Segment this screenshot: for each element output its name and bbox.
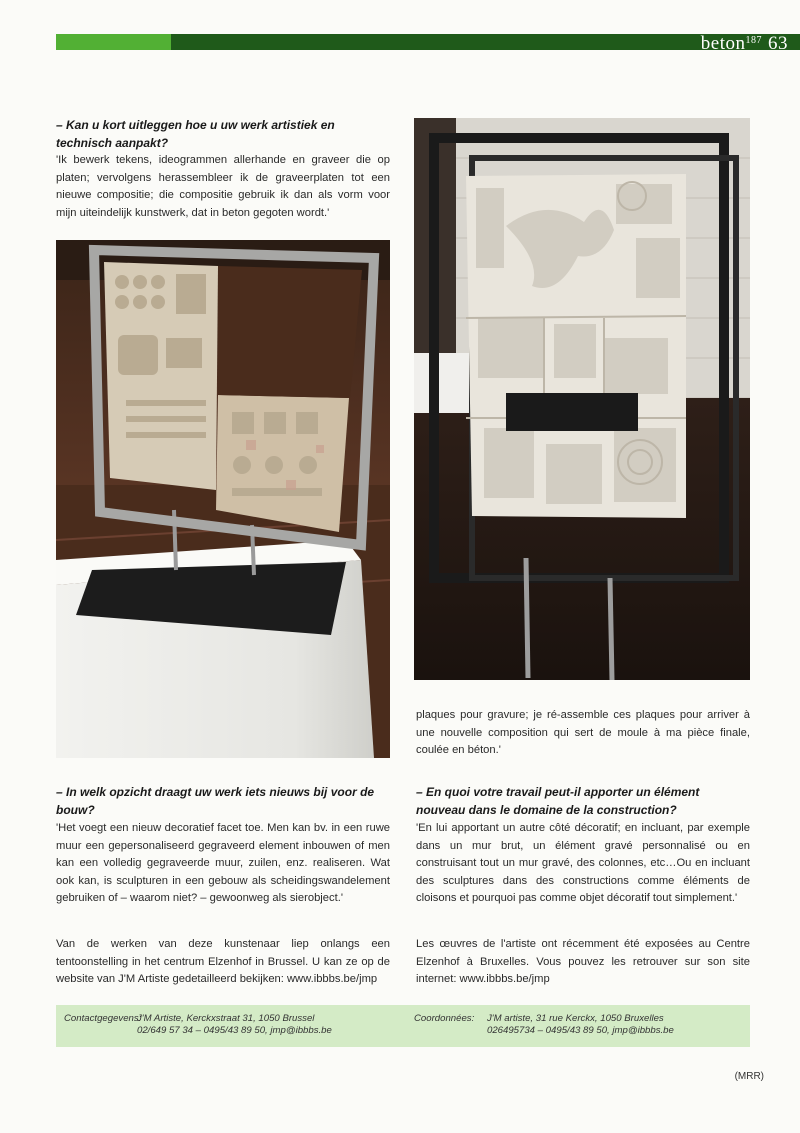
contact-fr-label: Coordonnées: xyxy=(414,1013,475,1024)
question-nl-2: – In welk opzicht draagt uw werk iets nieuws bij voor de bouw? xyxy=(56,785,375,817)
exhibition-nl: Van de werken van deze kunstenaar liep onlangs een tentoonstelling in het centrum Elzenhof in Brussel. U kan ze op de website van J'M Artiste gedetailleerd bekijken: www.ibbbs.be/jmp xyxy=(56,938,390,985)
contact-box xyxy=(56,1005,750,1047)
issue-number: 187 xyxy=(745,35,762,46)
question-nl-1: – Kan u kort uitleggen hoe u uw werk artistiek en technisch aanpakt? xyxy=(56,118,335,150)
contact-nl-phone-email: 02/649 57 34 – 0495/43 89 50, jmp@ibbbs.be xyxy=(137,1025,332,1036)
answer-nl-2: 'Het voegt een nieuw decoratief facet toe. Men kan bv. in een ruwe muur een gepersonaliseerd gegraveerd element inbouwen of men kan een volledig gegraveerde muur, zuilen, enz. realiseren. Wat ook kan, is sculpturen in een gebouw als scheidingswandelement gebruiken of – waarom niet? – gewoonweg als sierobject.' xyxy=(56,822,390,904)
contact-nl-label: Contactgegevens: xyxy=(64,1013,142,1024)
header-accent xyxy=(56,34,171,50)
header-bar xyxy=(56,33,800,54)
sculpture-pedestal-image xyxy=(56,240,390,758)
contact-nl-address: J'M Artiste, Kerckxstraat 31, 1050 Brussel xyxy=(137,1013,315,1024)
answer-fr-1: plaques pour gravure; je ré-assemble ces plaques pour arriver à une nouvelle composition qui sert de moule à ma pièce finale, coulée en béton.' xyxy=(416,709,750,756)
photo-sculpture-pedestal xyxy=(56,240,390,758)
question-fr-2: – En quoi votre travail peut-il apporter un élément nouveau dans le domaine de la construction? xyxy=(416,785,700,817)
contact-fr-phone-email: 026495734 – 0495/43 89 50, jmp@ibbbs.be xyxy=(487,1025,674,1036)
magazine-title: beton xyxy=(700,33,746,54)
magazine-header xyxy=(701,30,788,52)
contact-fr-address: J'M artiste, 31 rue Kerckx, 1050 Bruxelles xyxy=(487,1013,664,1024)
exhibition-fr: Les œuvres de l'artiste ont récemment été exposées au Centre Elzenhof à Bruxelles. Vous pouvez les retrouver sur son site internet: www.ibbbs.be/jmp xyxy=(416,938,750,985)
answer-nl-1: 'Ik bewerk tekens, ideogrammen allerhande en graveer die op platen; vervolgens herassembleer ik de graveerplaten tot een nieuwe compositie; die compositie gebruik ik dan als vorm voor mijn uiteindelijk kunstwerk, dat in beton gegoten wordt.' xyxy=(56,154,390,219)
page-number: 63 xyxy=(768,33,788,54)
contact-nl xyxy=(64,1013,332,1037)
contact-fr xyxy=(414,1013,674,1037)
photo-sculpture-stand xyxy=(414,118,750,680)
sculpture-stand-image xyxy=(414,118,750,680)
author-credit: (MRR) xyxy=(734,1071,764,1082)
answer-fr-2: 'En lui apportant un autre côté décoratif; en incluant, par exemple dans un mur brut, un élément gravé personnalisé ou en construisant tout un mur gravé, des colonnes, etc…Ou en incluant des sculptures dans des constructions comme éléments de cloisons et pourquoi pas comme objet décoratif tout simplement.' xyxy=(416,822,750,904)
